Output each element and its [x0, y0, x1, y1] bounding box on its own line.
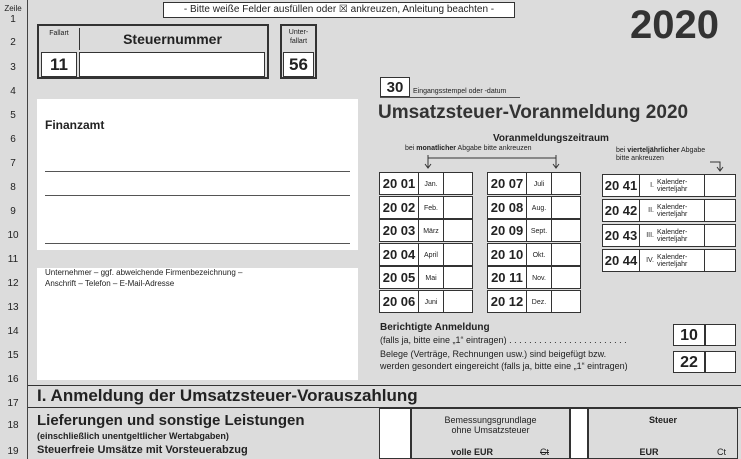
eur-label: EUR: [639, 447, 659, 457]
period-checkbox[interactable]: [443, 196, 473, 219]
period-month: März: [419, 219, 443, 242]
period-month: Juli: [527, 172, 551, 195]
quarter-checkbox[interactable]: [704, 199, 736, 222]
quarter-text: [640, 249, 704, 272]
monthly-post: Abgabe bitte ankreuzen: [457, 145, 532, 152]
finanzamt-line-2: [45, 195, 350, 196]
row-number: 2: [10, 37, 16, 48]
quarter-text: [640, 199, 704, 222]
quarter-label-1: Kalender-: [657, 203, 688, 211]
zeitraum-title: Voranmeldungszeitraum: [493, 133, 609, 144]
form-year: 2020: [630, 3, 719, 47]
row-number: 4: [10, 86, 16, 97]
period-month: Mai: [419, 266, 443, 289]
row-number: 16: [7, 374, 19, 385]
period-checkbox[interactable]: [551, 172, 581, 195]
row-number: 5: [10, 110, 16, 121]
fallart-steuernummer-box: [37, 24, 269, 79]
quarterly-arrow-icon: [710, 158, 730, 174]
belege-code: 22: [673, 351, 705, 373]
period-month: Dez.: [527, 290, 551, 313]
quarter-label: [657, 254, 687, 268]
row-number: 11: [7, 254, 19, 265]
row-number: 18: [7, 420, 19, 431]
quarter-code: 20 43: [602, 224, 640, 247]
period-code: 20 08: [487, 196, 527, 219]
quarter-num: I.: [650, 182, 654, 189]
row-number: 17: [7, 398, 19, 409]
lieferungen-title: Lieferungen und sonstige Leistungen: [37, 412, 305, 429]
monthly-bracket-icon: [420, 153, 580, 173]
period-checkbox[interactable]: [443, 172, 473, 195]
quarter-label: [657, 204, 687, 218]
instruction-banner: - Bitte weiße Felder ausfüllen oder ☒ ankreuzen, Anleitung beachten -: [163, 2, 515, 18]
unterfallart-value[interactable]: 56: [283, 52, 314, 77]
period-month: Sept.: [527, 219, 551, 242]
berichtigt-note: (falls ja, bitte eine „1“ eintragen) . . . . . . . . . . . . . . . . . . . . . . . .: [380, 335, 627, 345]
quarter-label-2: vierteljahr: [657, 235, 688, 243]
section1-title: I. Anmeldung der Umsatzsteuer-Vorauszahlung: [37, 386, 418, 405]
bemessung-line-1: Bemessungsgrundlage: [444, 415, 537, 425]
row-number: 13: [7, 302, 19, 313]
period-code: 20 10: [487, 243, 527, 266]
period-code: 20 12: [487, 290, 527, 313]
quarter-code: 20 42: [602, 199, 640, 222]
period-month: Feb.: [419, 196, 443, 219]
berichtigt-code: 10: [673, 324, 705, 346]
period-month: Jan.: [419, 172, 443, 195]
period-code: 20 06: [379, 290, 419, 313]
quarter-checkbox[interactable]: [704, 174, 736, 197]
period-checkbox[interactable]: [551, 196, 581, 219]
row-number: 12: [7, 278, 19, 289]
zeitraum-quarterly-note: [616, 147, 705, 163]
eingang-code: 30: [380, 77, 410, 97]
fallart-label: Fallart: [49, 30, 69, 37]
period-month: April: [419, 243, 443, 266]
row-number: 7: [10, 158, 16, 169]
berichtigt-title: Berichtigte Anmeldung: [380, 322, 490, 333]
monthly-pre: bei: [405, 145, 415, 152]
quarter-checkbox[interactable]: [704, 224, 736, 247]
belege-input[interactable]: [705, 351, 736, 373]
quarterly-bold: vierteljährlicher: [627, 147, 680, 154]
period-checkbox[interactable]: [551, 290, 581, 313]
period-checkbox[interactable]: [443, 219, 473, 242]
belege-line-1: Belege (Verträge, Rechnungen usw.) sind beigefügt bzw.: [380, 349, 607, 359]
quarter-num: IV.: [646, 257, 654, 264]
quarter-code: 20 44: [602, 249, 640, 272]
lieferungen-row19: Steuerfreie Umsätze mit Vorsteuerabzug: [37, 444, 248, 456]
ct2-label: Ct: [717, 447, 726, 457]
monthly-bold: monatlicher: [416, 145, 456, 152]
berichtigt-input[interactable]: [705, 324, 736, 346]
period-checkbox[interactable]: [551, 243, 581, 266]
quarter-label-1: Kalender-: [657, 178, 688, 186]
finanzamt-box[interactable]: [37, 99, 358, 250]
quarter-label: [657, 229, 687, 243]
eingang-label: Eingangsstempel oder -datum: [413, 88, 507, 95]
quarter-num: III.: [646, 232, 654, 239]
finanzamt-line-3: [45, 243, 350, 244]
form-title: Umsatzsteuer-Voranmeldung 2020: [378, 102, 689, 123]
period-month: Aug.: [527, 196, 551, 219]
quarter-label-2: vierteljahr: [657, 185, 688, 193]
quarter-label-2: vierteljahr: [657, 260, 688, 268]
col-blank-1: [379, 408, 411, 459]
margin-line: [27, 0, 28, 459]
quarterly-line-2: bitte ankreuzen: [616, 155, 664, 162]
period-code: 20 02: [379, 196, 419, 219]
quarter-label: [657, 179, 687, 193]
quarter-label-1: Kalender-: [657, 228, 688, 236]
col-steuer: [588, 408, 738, 459]
unternehmer-line-2: Anschrift – Telefon – E-Mail-Adresse: [45, 279, 175, 288]
fallart-value[interactable]: 11: [41, 52, 77, 77]
finanzamt-line-1: [45, 171, 350, 172]
quarterly-post: Abgabe: [681, 147, 706, 154]
period-checkbox[interactable]: [551, 219, 581, 242]
zeitraum-monthly-note: [405, 145, 532, 152]
period-code: 20 03: [379, 219, 419, 242]
row-number: 10: [7, 230, 19, 241]
period-month: Okt.: [527, 243, 551, 266]
quarterly-pre: bei: [616, 147, 626, 154]
row-number: 15: [7, 350, 19, 361]
lieferungen-subtitle: (einschließlich unentgeltlicher Wertabgaben): [37, 431, 229, 441]
quarter-text: [640, 174, 704, 197]
period-code: 20 09: [487, 219, 527, 242]
row-number: 19: [7, 446, 19, 457]
unterfallart-box: [280, 24, 317, 79]
quarterly-line-1: [616, 147, 705, 155]
row-number: 8: [10, 182, 16, 193]
quarter-label-2: vierteljahr: [657, 210, 688, 218]
period-code: 20 11: [487, 266, 527, 289]
steuer-label: Steuer: [648, 415, 677, 425]
period-month: Nov.: [527, 266, 551, 289]
steuernummer-input[interactable]: [79, 52, 265, 77]
row-number: 9: [10, 206, 16, 217]
eingang-rule: [380, 97, 520, 98]
quarter-num: II.: [648, 207, 654, 214]
unterfallart-label-1: Unter-: [288, 29, 309, 36]
volle-eur-label: volle EUR: [450, 447, 493, 457]
row-number: 14: [7, 326, 19, 337]
row-number: 3: [10, 62, 16, 73]
period-checkbox[interactable]: [443, 243, 473, 266]
period-checkbox[interactable]: [443, 290, 473, 313]
bemessung-line-2: ohne Umsatzsteuer: [451, 425, 530, 435]
ct-label: Ct: [540, 447, 549, 457]
row-number: 6: [10, 134, 16, 145]
row-number: 1: [10, 14, 16, 25]
period-code: 20 07: [487, 172, 527, 195]
unterfallart-label-2: fallart: [289, 38, 308, 45]
quarter-checkbox[interactable]: [704, 249, 736, 272]
unternehmer-line-1: Unternehmer – ggf. abweichende Firmenbezeichnung –: [45, 268, 243, 277]
col-bemessung: [411, 408, 570, 459]
period-code: 20 05: [379, 266, 419, 289]
unternehmer-box[interactable]: [37, 268, 358, 380]
period-code: 20 01: [379, 172, 419, 195]
period-checkbox[interactable]: [551, 266, 581, 289]
finanzamt-label: Finanzamt: [45, 118, 105, 132]
quarter-code: 20 41: [602, 174, 640, 197]
quarter-text: [640, 224, 704, 247]
belege-line-2: werden gesondert eingereicht (falls ja, bitte eine „1“ eintragen): [380, 361, 628, 371]
col-blank-2: [570, 408, 588, 459]
period-code: 20 04: [379, 243, 419, 266]
period-month: Juni: [419, 290, 443, 313]
period-checkbox[interactable]: [443, 266, 473, 289]
zeile-label: Zeile: [4, 4, 22, 13]
steuernummer-label: Steuernummer: [79, 28, 265, 50]
quarter-label-1: Kalender-: [657, 253, 688, 261]
